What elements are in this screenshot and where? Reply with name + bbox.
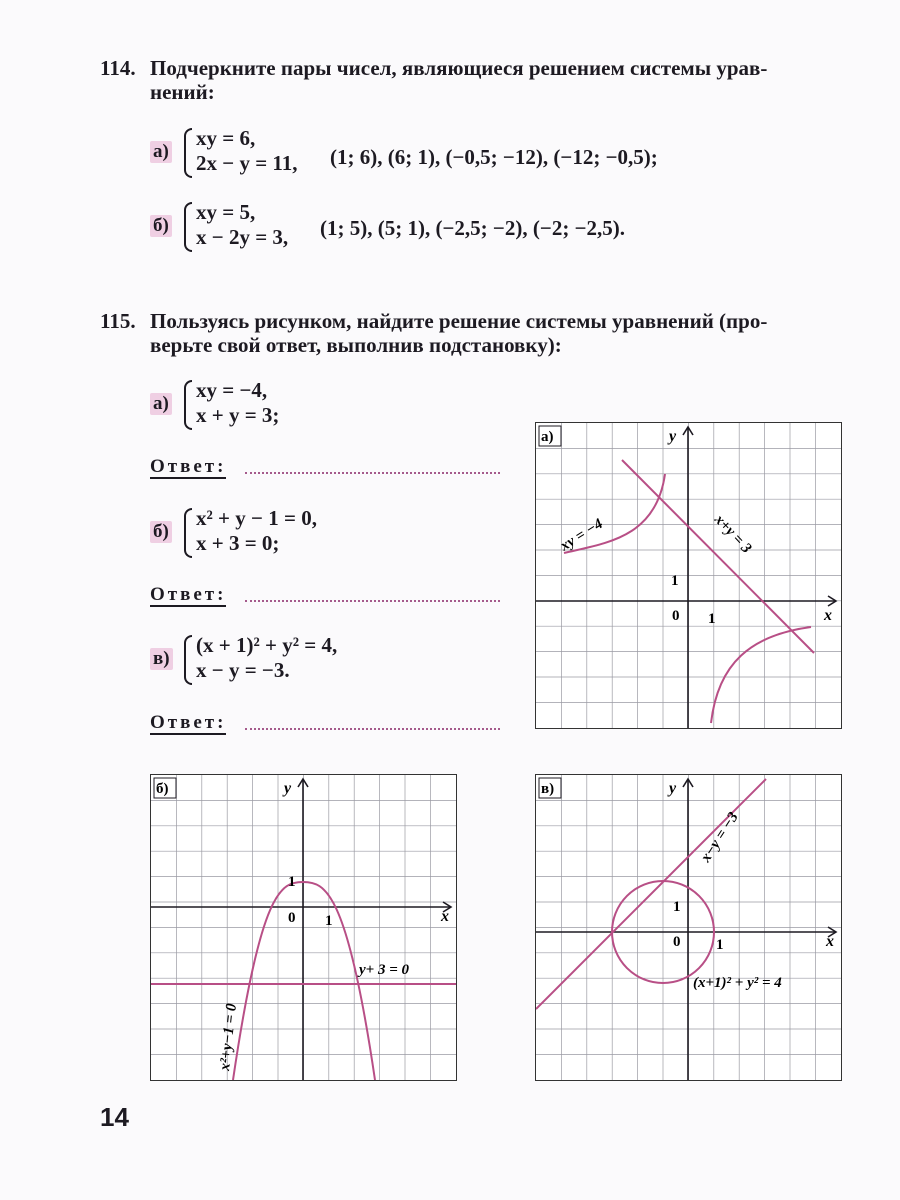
answer-label-c: Ответ:: [150, 712, 227, 733]
equation: (x + 1)² + y² = 4,: [196, 633, 338, 657]
axis-y-label: y: [284, 780, 292, 797]
axis-x-label: x: [824, 607, 832, 624]
problem-114-text-line2: нений:: [150, 80, 215, 104]
hyperbola-branch-lower: [711, 627, 811, 723]
equation: x + 3 = 0;: [196, 531, 280, 555]
answer-line-c[interactable]: [245, 728, 500, 730]
equation: x + y = 3;: [196, 403, 280, 427]
equation: x − y = −3.: [196, 658, 290, 682]
problem-115b-label: б): [150, 521, 172, 543]
equation: xy = −4,: [196, 378, 268, 402]
line-x-plus-y: [622, 460, 814, 653]
axes: [536, 427, 836, 728]
problem-115c-system: [184, 633, 337, 683]
problem-115-text-line1: Пользуясь рисунком, найдите решение системы уравнений (про-: [150, 309, 768, 333]
axis-x-label: x: [441, 908, 449, 925]
panel-label: а): [541, 429, 554, 445]
origin-label: 0: [672, 608, 680, 624]
problem-114b-label: б): [150, 215, 172, 237]
problem-115-number: 115.: [100, 309, 136, 333]
line-label: y+ 3 = 0: [359, 962, 410, 978]
graph-b: [150, 774, 457, 1081]
problem-115-text-line2: верьте свой ответ, выполнив подстановку):: [150, 333, 562, 357]
tick-y-label: 1: [673, 899, 681, 915]
equation: x − 2y = 3,: [196, 225, 289, 249]
answer-line-a[interactable]: [245, 472, 500, 474]
tick-y-label: 1: [671, 573, 679, 589]
problem-114-number: 114.: [100, 56, 136, 80]
graph-c: [535, 774, 842, 1081]
axis-y-label: y: [669, 780, 677, 797]
line-label: x+y = 3: [711, 511, 755, 557]
answer-line-b[interactable]: [245, 600, 500, 602]
axis-x-label: x: [826, 933, 834, 950]
graph-a: [535, 422, 842, 729]
equation: xy = 6,: [196, 126, 256, 150]
problem-114a-system: [184, 126, 298, 176]
problem-114-text-line1: Подчеркните пары чисел, являющиеся решением системы урав-: [150, 56, 768, 80]
tick-x-label: 1: [708, 611, 716, 627]
problem-115a-system: [184, 378, 279, 428]
problem-115b-system: [184, 506, 317, 556]
curve-label: (x+1)² + y² = 4: [693, 975, 782, 991]
equation: xy = 5,: [196, 200, 256, 224]
line-label: x−y = −3: [697, 809, 742, 866]
axes: [151, 779, 451, 1080]
equation: 2x − y = 11,: [196, 151, 298, 175]
axis-y-label: y: [669, 428, 677, 445]
problem-115c-label: в): [150, 648, 173, 670]
page-number: 14: [100, 1102, 129, 1132]
tick-x-label: 1: [716, 937, 724, 953]
tick-y-label: 1: [288, 874, 296, 890]
origin-label: 0: [673, 934, 681, 950]
axes: [536, 779, 836, 1080]
answer-label-a: Ответ:: [150, 456, 227, 477]
problem-115a-label: а): [150, 393, 172, 415]
tick-x-label: 1: [325, 913, 333, 929]
problem-114b-system: [184, 200, 288, 250]
problem-114b-pairs: (1; 5), (5; 1), (−2,5; −2), (−2; −2,5).: [320, 216, 626, 240]
curve-label: x²+y−1 = 0: [217, 1002, 241, 1072]
problem-114a-label: а): [150, 141, 172, 163]
panel-label: б): [156, 781, 169, 797]
problem-114a-pairs: (1; 6), (6; 1), (−0,5; −12), (−12; −0,5);: [330, 145, 658, 169]
answer-label-b: Ответ:: [150, 584, 227, 605]
equation: x² + y − 1 = 0,: [196, 506, 317, 530]
curve-label: xy = −4: [557, 516, 606, 555]
panel-label: в): [541, 781, 555, 797]
origin-label: 0: [288, 910, 296, 926]
parabola: [233, 882, 375, 1080]
